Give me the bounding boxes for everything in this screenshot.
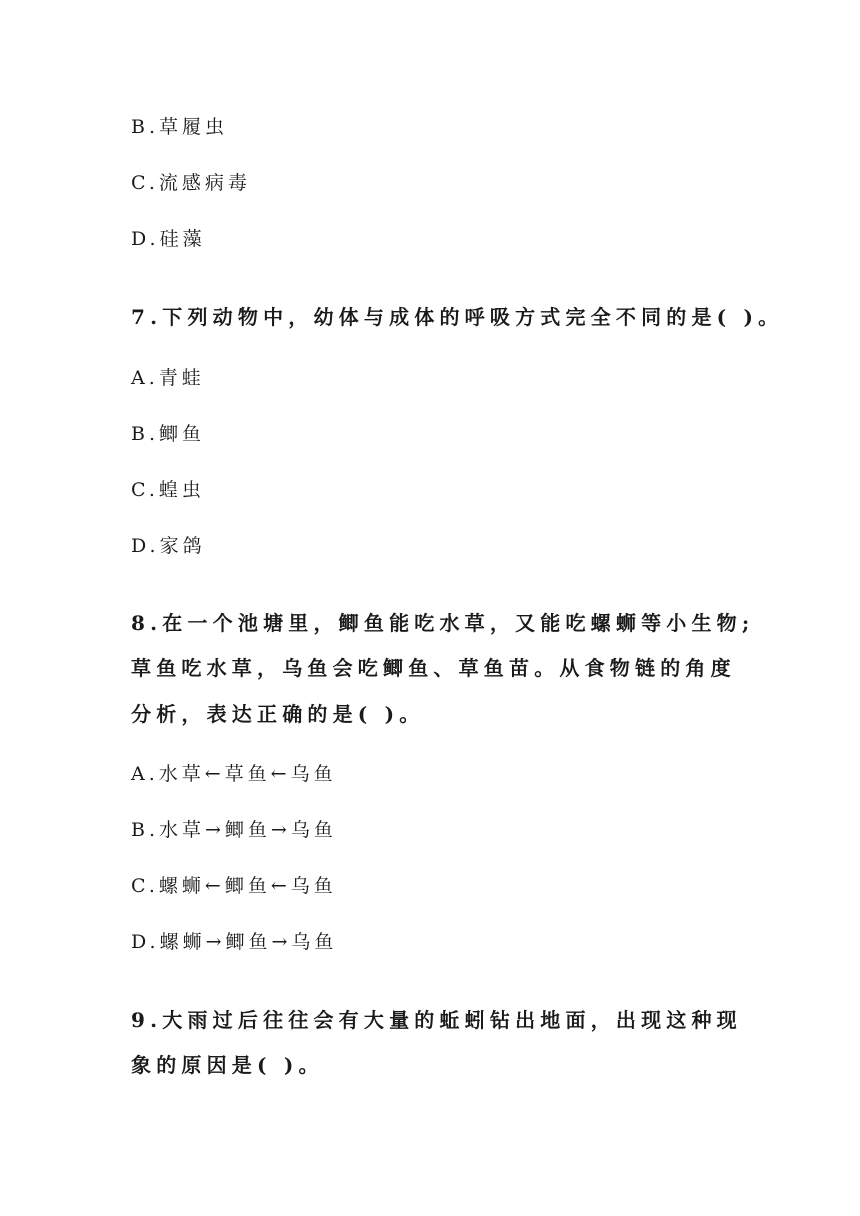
question-9-line-1: 9.大雨过后往往会有大量的蚯蚓钻出地面，出现这种现 [131, 1008, 742, 1032]
question-7-text: 7.下列动物中，幼体与成体的呼吸方式完全不同的是( )。 [131, 305, 784, 329]
question-8-option-c: C.螺蛳←鲫鱼←乌鱼 [131, 875, 337, 897]
question-8-line-2: 草鱼吃水草，乌鱼会吃鲫鱼、草鱼苗。从食物链的角度 [131, 656, 736, 680]
question-8-line-1: 8.在一个池塘里，鲫鱼能吃水草，又能吃螺蛳等小生物; [131, 611, 755, 635]
option-b-prev: B.草履虫 [131, 116, 229, 138]
question-9-line-2: 象的原因是( )。 [131, 1053, 324, 1077]
question-8-option-b: B.水草→鲫鱼→乌鱼 [131, 819, 337, 841]
question-7-option-a: A.青蛙 [131, 367, 205, 389]
option-c-prev: C.流感病毒 [131, 172, 251, 194]
question-8-line-3: 分析，表达正确的是( )。 [131, 702, 425, 726]
question-7-option-b: B.鲫鱼 [131, 423, 206, 445]
question-7-option-d: D.家鸽 [131, 535, 206, 557]
question-8-option-d: D.螺蛳→鲫鱼→乌鱼 [131, 931, 338, 953]
question-7-option-c: C.蝗虫 [131, 479, 205, 501]
option-d-prev: D.硅藻 [131, 228, 206, 250]
question-8-option-a: A.水草←草鱼←乌鱼 [131, 763, 337, 785]
